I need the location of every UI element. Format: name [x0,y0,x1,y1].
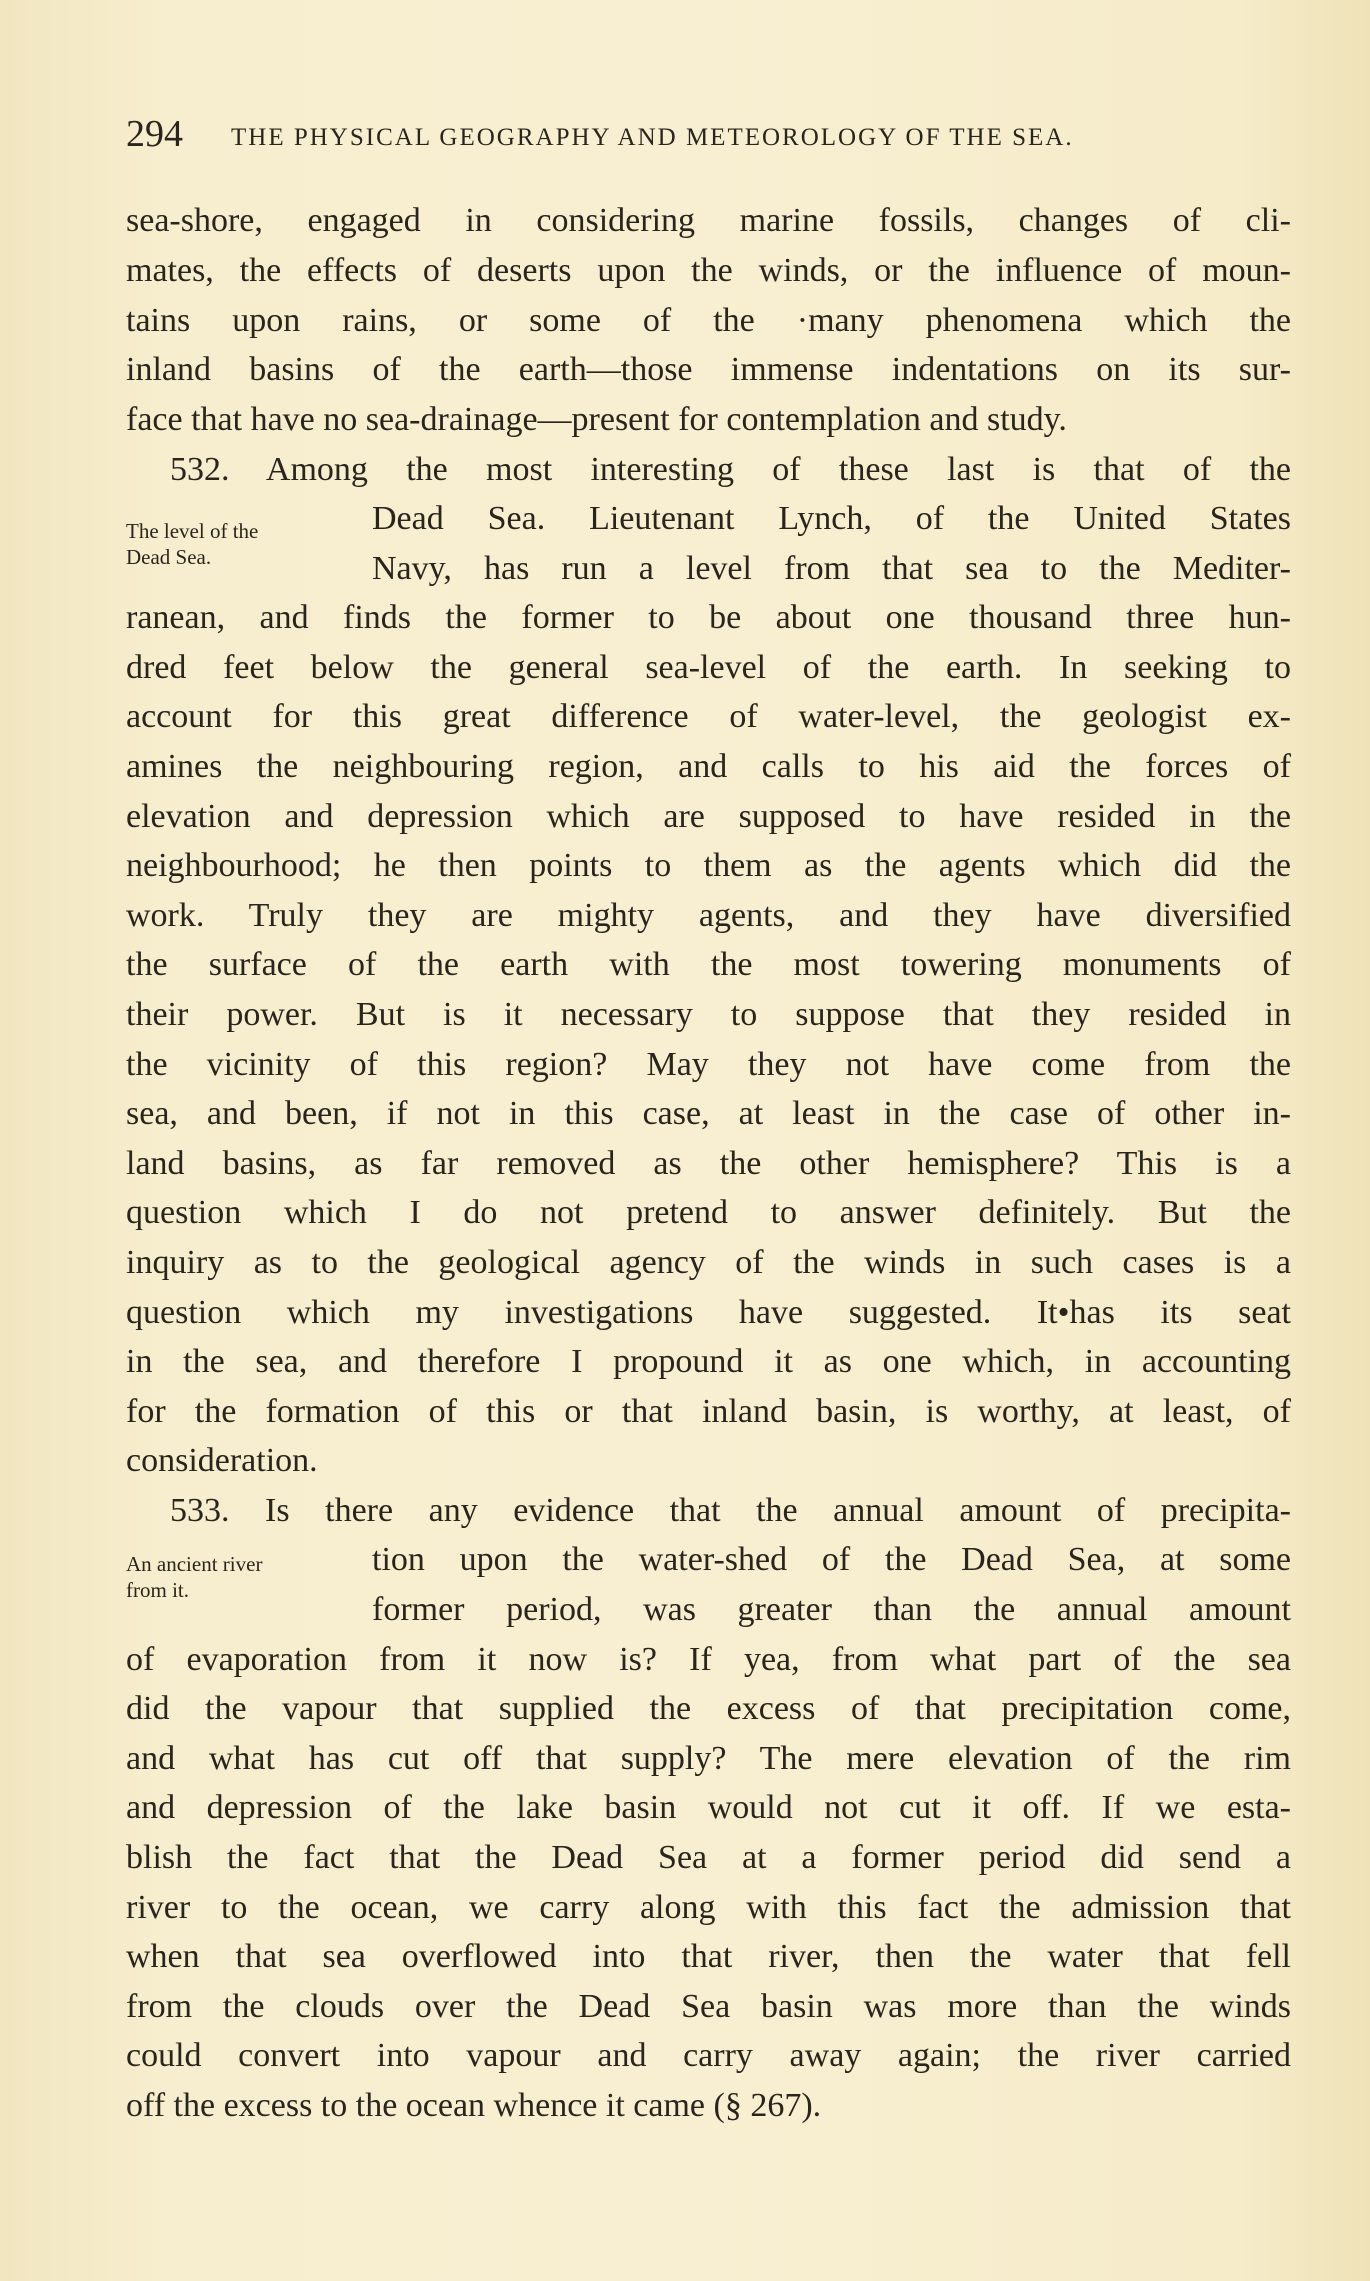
text-line: former period, was greater than the annual amount [372,1591,1291,1628]
text-line: 532. Among the most interesting of these last is that of the [170,451,1291,488]
running-head: THE PHYSICAL GEOGRAPHY AND METEOROLOGY OF THE SEA. [231,124,1074,151]
text-line: of evaporation from it now is? If yea, from what part of the sea [126,1641,1291,1678]
text-line: question which I do not pretend to answer definitely. But the [126,1194,1291,1231]
text-line: Dead Sea. Lieutenant Lynch, of the United States [372,500,1291,537]
text-line: Navy, has run a level from that sea to the Mediter- [372,550,1291,587]
text-line: land basins, as far removed as the other hemisphere? This is a [126,1145,1291,1182]
text-line: sea, and been, if not in this case, at least in the case of other in- [126,1095,1291,1132]
text-line: off the excess to the ocean whence it came (§ 267). [126,2087,822,2124]
text-line: question which my investigations have suggested. It•has its seat [126,1294,1291,1331]
page-number: 294 [126,113,183,155]
text-line: mates, the effects of deserts upon the winds, or the influence of moun- [126,252,1291,289]
text-line: inland basins of the earth—those immense indentations on its sur- [126,351,1291,388]
marginal-note-ancient-river [126,1551,262,1603]
text-line: ranean, and finds the former to be about one thousand three hun- [126,599,1291,636]
marginal-note-line: The level of the [126,519,259,543]
text-line: dred feet below the general sea-level of the earth. In seeking to [126,649,1291,686]
text-line: river to the ocean, we carry along with this fact the admission that [126,1889,1291,1926]
marginal-note-line: from it. [126,1578,189,1602]
text-line: elevation and depression which are supposed to have resided in the [126,798,1291,835]
text-line: consideration. [126,1442,318,1479]
text-line: work. Truly they are mighty agents, and they have diversified [126,897,1291,934]
text-line: blish the fact that the Dead Sea at a former period did send a [126,1839,1291,1876]
text-line: and depression of the lake basin would not cut it off. If we esta- [126,1789,1291,1826]
text-line: for the formation of this or that inland basin, is worthy, at least, of [126,1393,1291,1430]
text-line: account for this great difference of water-level, the geologist ex- [126,698,1291,735]
text-line: the surface of the earth with the most towering monuments of [126,946,1291,983]
text-line: from the clouds over the Dead Sea basin was more than the winds [126,1988,1291,2025]
marginal-note-line: Dead Sea. [126,545,212,569]
text-line: sea-shore, engaged in considering marine fossils, changes of cli- [126,202,1291,239]
page-header [126,112,1216,162]
text-line: neighbourhood; he then points to them as the agents which did the [126,847,1291,884]
text-line: in the sea, and therefore I propound it as one which, in accounting [126,1343,1291,1380]
text-line: face that have no sea-drainage—present for contemplation and study. [126,401,1067,438]
text-line: did the vapour that supplied the excess of that precipitation come, [126,1690,1291,1727]
text-line: when that sea overflowed into that river, then the water that fell [126,1938,1291,1975]
text-line: 533. Is there any evidence that the annual amount of precipita- [170,1492,1291,1529]
marginal-note-dead-sea-level [126,518,258,570]
text-line: tains upon rains, or some of the ·many phenomena which the [126,302,1291,339]
text-line: tion upon the water-shed of the Dead Sea, at some [372,1541,1291,1578]
marginal-note-line: An ancient river [126,1552,263,1576]
text-line: the vicinity of this region? May they not have come from the [126,1046,1291,1083]
text-line: their power. But is it necessary to suppose that they resided in [126,996,1291,1033]
text-line: could convert into vapour and carry away again; the river carried [126,2037,1291,2074]
text-line: inquiry as to the geological agency of the winds in such cases is a [126,1244,1291,1281]
text-line: and what has cut off that supply? The mere elevation of the rim [126,1740,1291,1777]
text-line: amines the neighbouring region, and calls to his aid the forces of [126,748,1291,785]
